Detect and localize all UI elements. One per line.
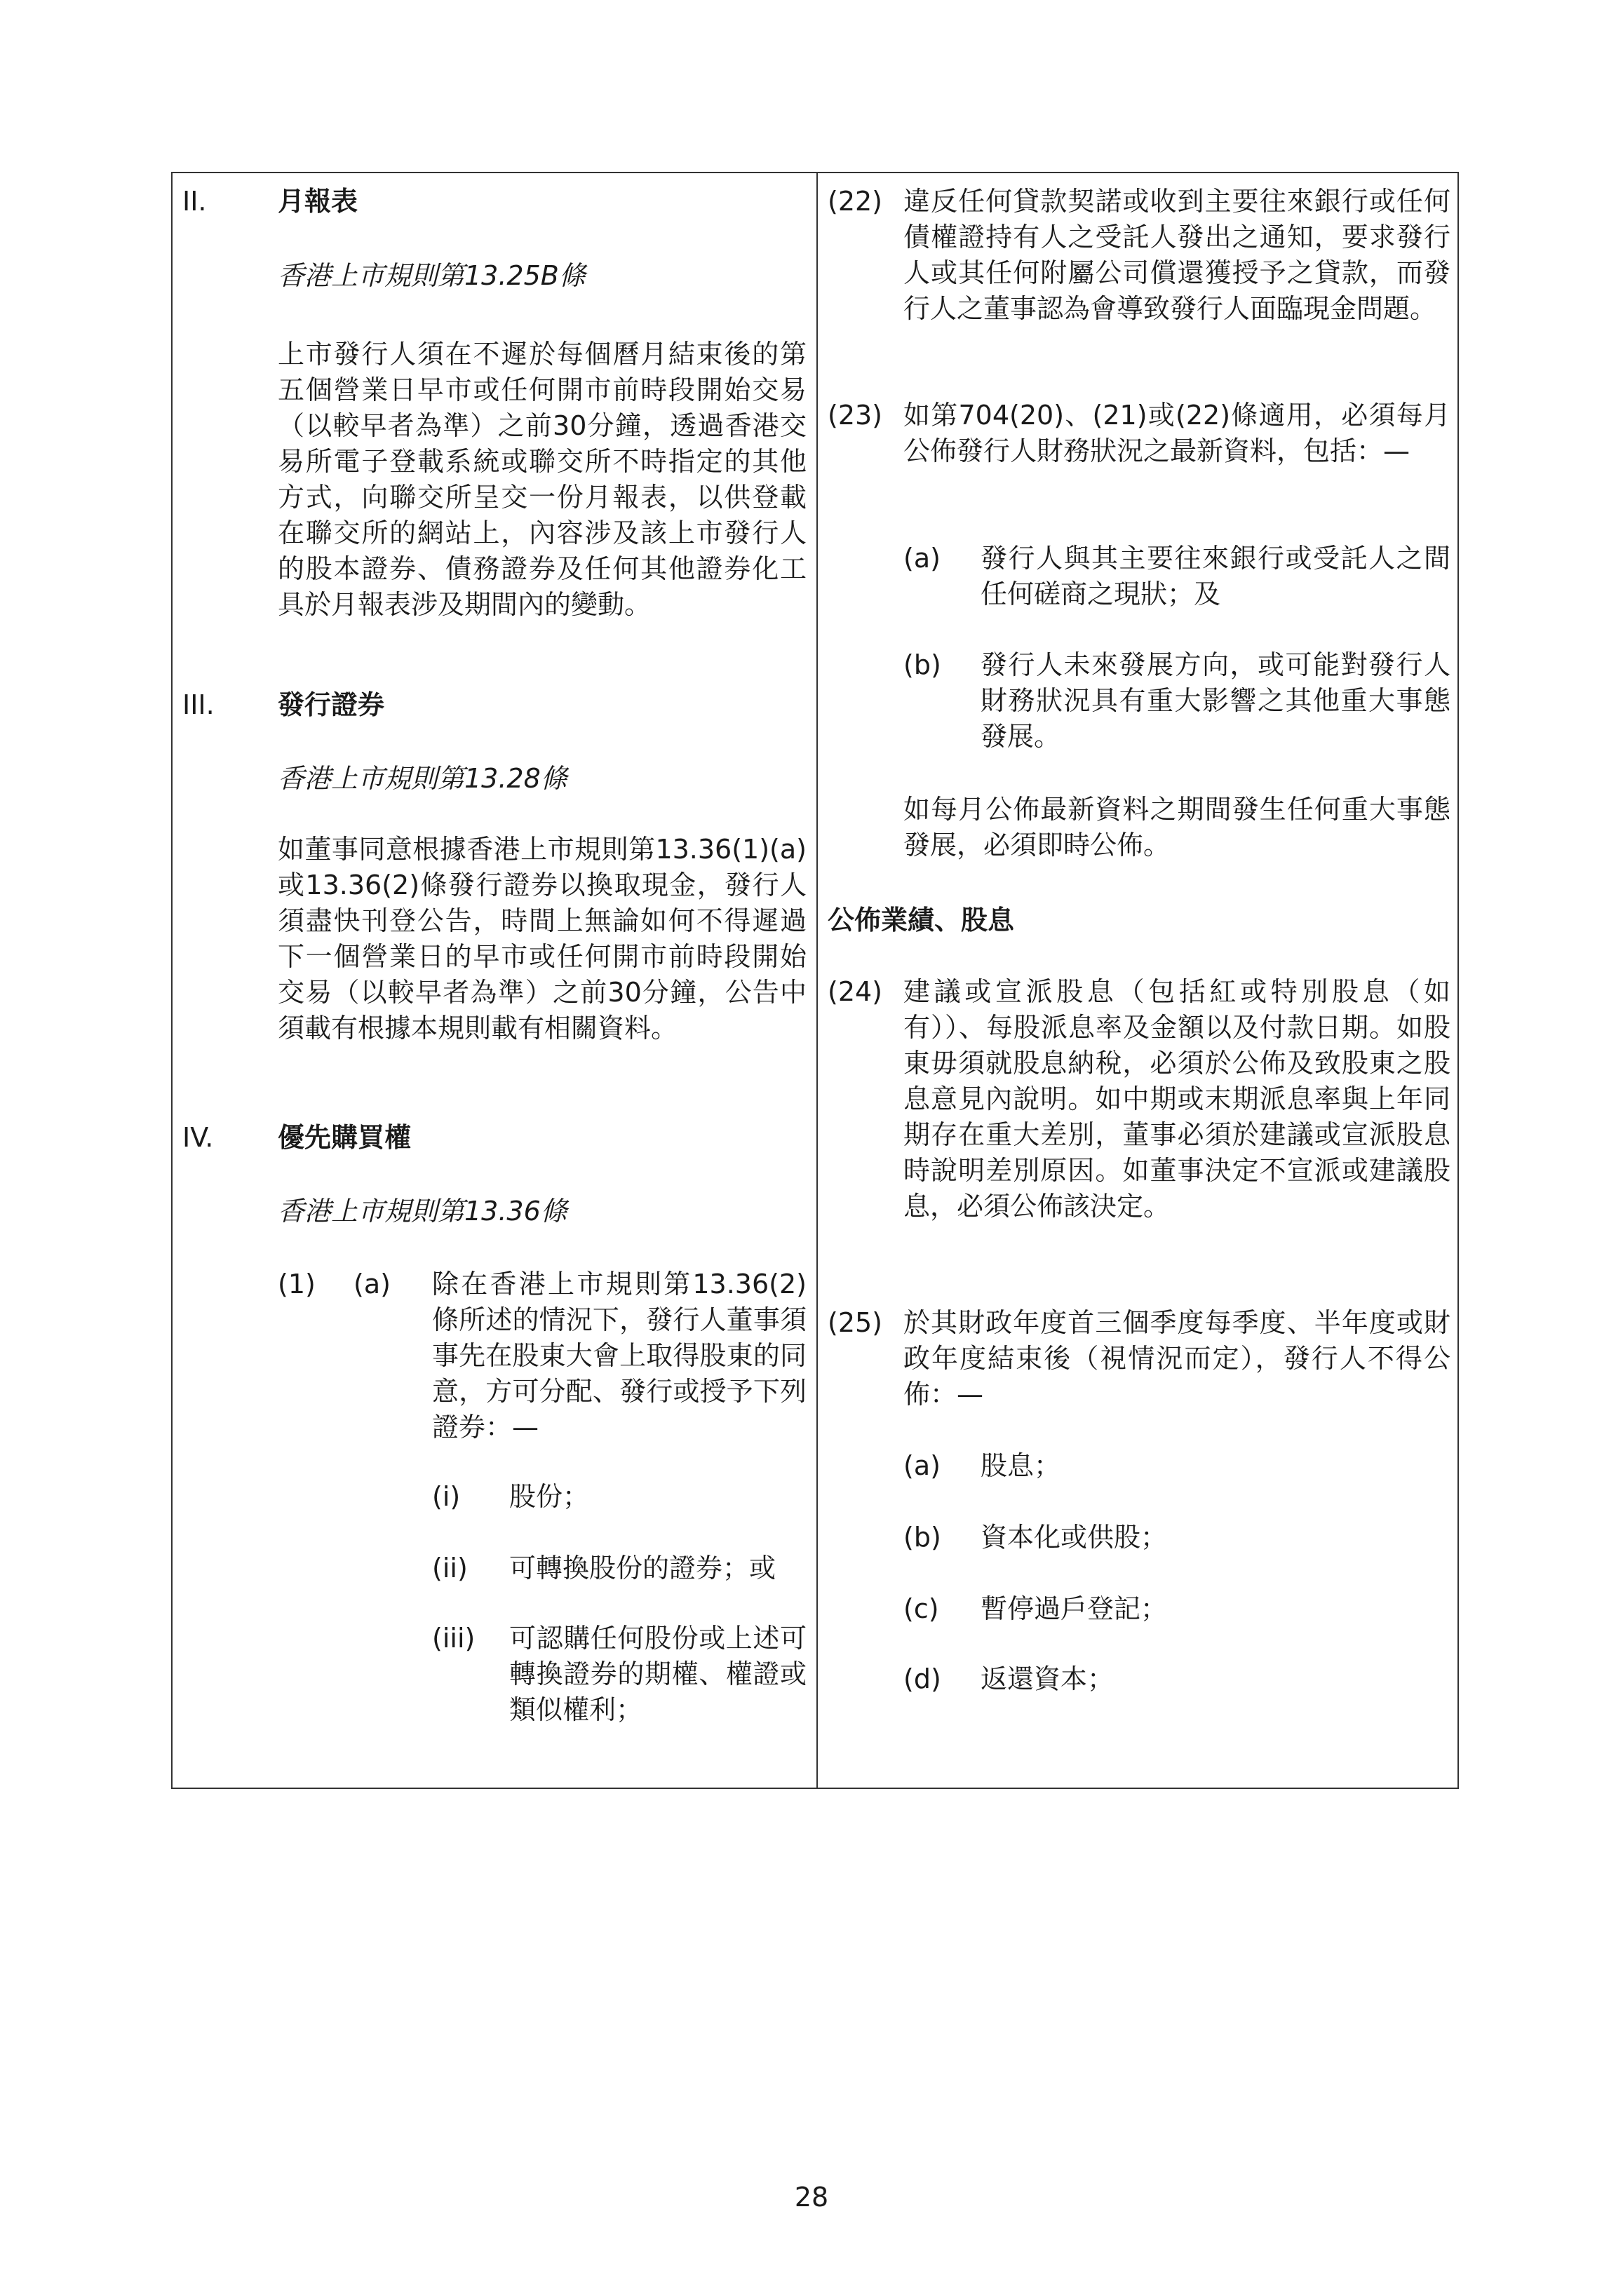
list-item-number: (i)	[432, 1481, 461, 1512]
rule-reference: 香港上市規則第13.36條	[278, 1196, 567, 1227]
list-item-number: (b)	[903, 1522, 941, 1553]
item-text: 除在香港上市規則第13.36(2)條所述的情況下，發行人董事須事先在股東大會上取得股東的同意，方可分配、發行或授予下列證券：—	[432, 1269, 807, 1443]
rule-reference: 香港上市規則第13.25B條	[278, 260, 586, 291]
subitem-text: 發行人未來發展方向，或可能對發行人財務狀況具有重大影響之其他重大事態發展。	[981, 649, 1450, 752]
list-item-text: 暫停過戶登記；	[981, 1593, 1168, 1624]
list-item-text: 可轉換股份的證券；或	[509, 1553, 776, 1583]
section-title: 優先購買權	[278, 1122, 412, 1153]
list-item-number: (a)	[903, 1450, 941, 1481]
section-title: 發行證券	[278, 689, 385, 720]
item-text: 建議或宣派股息（包括紅或特別股息（如有））、每股派息率及金額以及付款日期。如股東毋須就股息納稅，必須於公佈及致股東之股息意見內說明。如中期或末期派息率與上年同期存在重大差別，董事必須於建議或宣派股息時說明差別原因。如董事決定不宣派或建議股息，必須公佈該決定。	[903, 976, 1450, 1222]
list-item-number: (d)	[903, 1663, 941, 1694]
item-text: 違反任何貸款契諾或收到主要往來銀行或任何債權證持有人之受託人發出之通知，要求發行人或其任何附屬公司償還獲授予之貸款，而發行人之董事認為會導致發行人面臨現金問題。	[903, 186, 1450, 324]
section-number: II.	[182, 186, 207, 217]
list-item-number: (ii)	[432, 1553, 468, 1583]
subitem-number: (a)	[903, 543, 941, 574]
item-note: 如每月公佈最新資料之期間發生任何重大事態發展，必須即時公佈。	[903, 794, 1450, 860]
item-number: (25)	[828, 1307, 883, 1338]
column-divider	[816, 173, 818, 1788]
item-number: (24)	[828, 976, 883, 1007]
section-number: IV.	[182, 1122, 214, 1153]
list-item-text: 可認購任何股份或上述可轉換證券的期權、權證或類似權利；	[509, 1623, 807, 1725]
item-text: 於其財政年度首三個季度每季度、半年度或財政年度結束後（視情況而定），發行人不得公佈：—	[903, 1307, 1450, 1410]
item-number: (22)	[828, 186, 883, 217]
item-text: 如第704(20)、(21)或(22)條適用，必須每月公佈發行人財務狀況之最新資料，包括：—	[903, 400, 1450, 466]
list-item-text: 資本化或供股；	[981, 1522, 1168, 1553]
list-item-text: 股份；	[509, 1481, 590, 1512]
list-item-number: (c)	[903, 1593, 939, 1624]
section-number: III.	[182, 689, 215, 720]
subitem-number: (a)	[353, 1269, 391, 1299]
subitem-text: 發行人與其主要往來銀行或受託人之間任何磋商之現狀；及	[981, 543, 1450, 609]
list-item-number: (iii)	[432, 1623, 476, 1654]
item-number: (23)	[828, 400, 883, 431]
list-item-text: 返還資本；	[981, 1663, 1114, 1694]
section-title: 月報表	[278, 186, 358, 217]
page-number: 28	[794, 2182, 829, 2213]
subsection-heading: 公佈業績、股息	[828, 905, 1015, 936]
item-number: (1)	[278, 1269, 316, 1299]
rule-reference: 香港上市規則第13.28條	[278, 763, 567, 794]
section-body: 如董事同意根據香港上市規則第13.36(1)(a)或13.36(2)條發行證券以換取現金，發行人須盡快刊登公告，時間上無論如何不得遲過下一個營業日的早市或任何開市前時段開始交易（以較早者為準）之前30分鐘，公告中須載有根據本規則載有相關資料。	[278, 834, 807, 1044]
list-item-text: 股息；	[981, 1450, 1061, 1481]
content-table	[171, 172, 1459, 1789]
subitem-number: (b)	[903, 649, 941, 680]
section-body: 上市發行人須在不遲於每個曆月結束後的第五個營業日早市或任何開市前時段開始交易（以較早者為準）之前30分鐘，透過香港交易所電子登載系統或聯交所不時指定的其他方式，向聯交所呈交一份月報表，以供登載在聯交所的網站上，內容涉及該上市發行人的股本證券、債務證券及任何其他證券化工具於月報表涉及期間內的變動。	[278, 339, 807, 620]
